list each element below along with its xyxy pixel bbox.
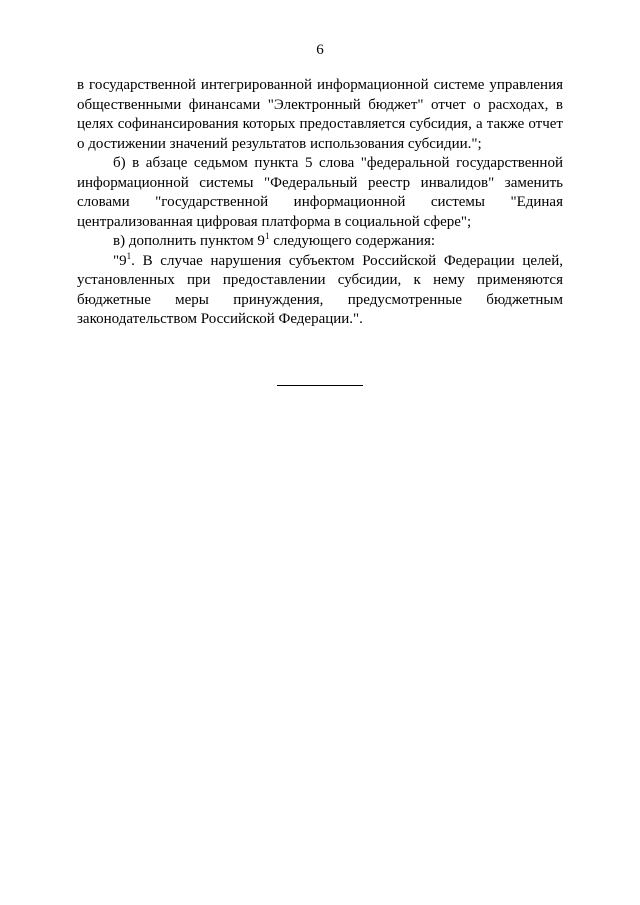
paragraph-3-superscript: 1	[264, 231, 270, 241]
paragraph-3-text-end: следующего содержания:	[269, 233, 436, 249]
paragraph-3-text-start: в) дополнить пунктом 9	[113, 233, 265, 249]
paragraph-1: в государственной интегрированной информационной системе управления общественными финансами "Электронный бюджет" отчет о расходах, в целях софинансирования которых предоставляется субсидия, а также отчет о достижении значений результатов использования субсидии.";	[77, 77, 563, 152]
page-number: 6	[316, 42, 324, 58]
end-divider-line	[277, 385, 363, 386]
paragraph-3	[77, 232, 563, 252]
paragraph-4-superscript: 1	[126, 250, 132, 261]
paragraph-4-text-end: . В случае нарушения субъектом Российской Федерации целей, установленных при предоставлении субсидии, к нему применяются бюджетные меры принуждения, предусмотренные бюджетным законодательством Российской Федерации.".	[77, 252, 563, 327]
document-body	[77, 76, 563, 330]
paragraph-2: б) в абзаце седьмом пункта 5 слова "федеральной государственной информационной системы "Федеральный реестр инвалидов" заменить словами "государственной информационной системы "Единая централизованная цифровая платформа в социальной сфере";	[77, 155, 563, 230]
paragraph-4-text-start: "9	[113, 252, 127, 269]
paragraph-4	[77, 252, 563, 330]
